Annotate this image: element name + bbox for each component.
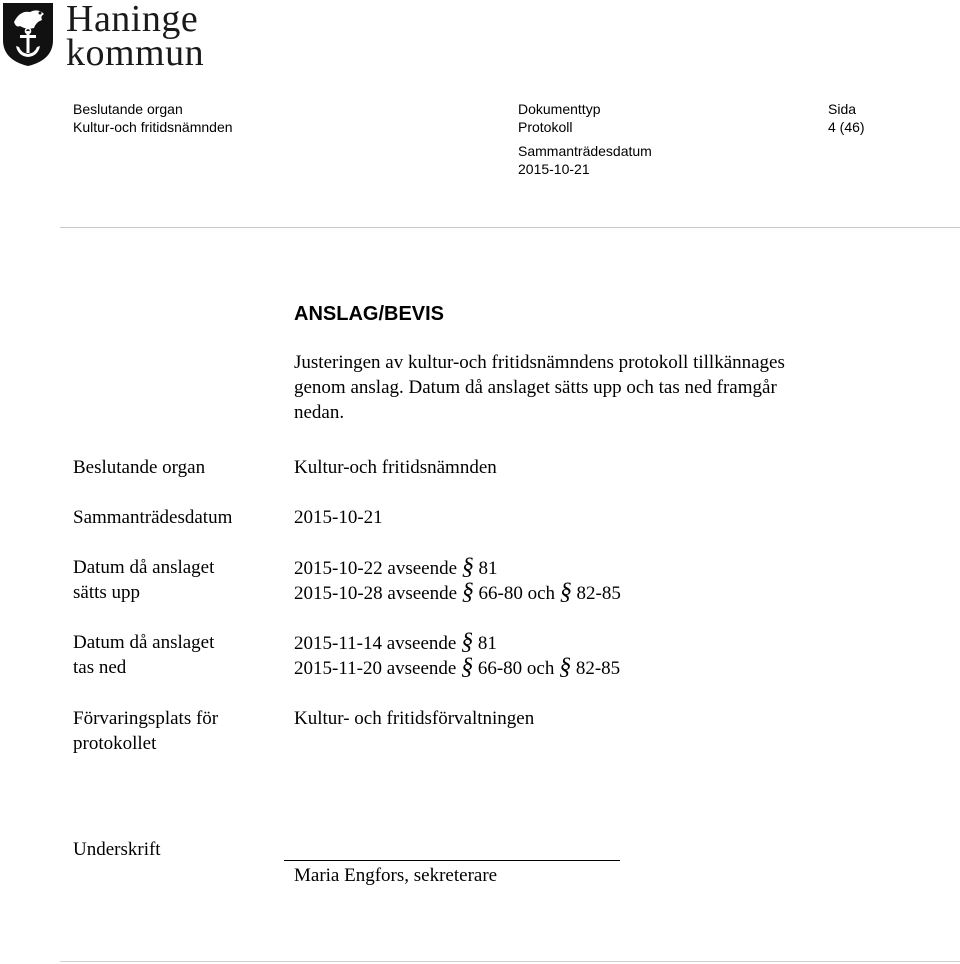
removed-row-2-date: 2015-11-20 avseende [294, 658, 457, 679]
header-body-value: Kultur-och fritidsnämnden [73, 119, 233, 135]
header-doctype-label: Dokumenttyp [518, 101, 601, 117]
posted-row-2 [294, 580, 621, 606]
intro-line-1: Justeringen av kultur-och fritidsnämndens protokoll tillkännages [294, 352, 785, 373]
section-sign-icon: § [461, 654, 474, 680]
field-storage-value: Kultur- och fritidsförvaltningen [294, 708, 535, 729]
section-sign-icon: § [559, 579, 572, 605]
page-title: ANSLAG/BEVIS [294, 303, 445, 325]
posted-row-2-sections: 66-80 och [478, 583, 556, 604]
logo-text-line2: kommun [66, 32, 205, 74]
intro-line-2: genom anslag. Datum då anslaget sätts upp och tas ned framgår [294, 377, 777, 398]
section-sign-icon: § [461, 554, 474, 580]
field-removed-label-2: tas ned [73, 657, 127, 678]
footer-divider [60, 961, 960, 962]
removed-row-1-sections: 81 [477, 633, 497, 654]
header-page-label: Sida [828, 101, 857, 117]
intro-line-3: nedan. [294, 402, 345, 423]
field-meeting-date-value: 2015-10-21 [294, 507, 383, 528]
posted-row-1-sections: 81 [478, 558, 498, 579]
field-posted-label-1: Datum då anslaget [73, 557, 215, 578]
field-storage-label-1: Förvaringsplats för [73, 708, 219, 729]
removed-row-1 [294, 630, 497, 656]
header-body-label: Beslutande organ [73, 101, 183, 117]
posted-row-1 [294, 555, 498, 581]
removed-row-1-date: 2015-11-14 avseende [294, 633, 457, 654]
logo-text-line1: Haninge [66, 0, 199, 40]
removed-row-2-sections-2: 82-85 [575, 658, 621, 679]
header-page-value: 4 (46) [828, 119, 865, 135]
field-body-label: Beslutande organ [73, 457, 206, 478]
signature-label: Underskrift [73, 839, 161, 860]
signature-name: Maria Engfors, sekreterare [294, 865, 498, 886]
header-date-value: 2015-10-21 [518, 161, 590, 177]
removed-row-2-sections: 66-80 och [477, 658, 555, 679]
field-meeting-date-label: Sammanträdesdatum [73, 507, 233, 528]
section-sign-icon: § [461, 579, 474, 605]
section-sign-icon: § [559, 654, 572, 680]
posted-row-2-sections-2: 82-85 [576, 583, 621, 604]
signature-line [284, 860, 620, 861]
posted-row-1-date: 2015-10-22 avseende [294, 558, 458, 579]
removed-row-2 [294, 655, 620, 681]
section-sign-icon: § [461, 629, 474, 655]
header-date-label: Sammanträdesdatum [518, 143, 652, 159]
intro-paragraph [294, 350, 864, 425]
field-posted-label-2: sätts upp [73, 582, 141, 603]
header-divider [60, 227, 960, 228]
field-storage-label-2: protokollet [73, 733, 157, 754]
coat-of-arms-icon [0, 0, 56, 68]
posted-row-2-date: 2015-10-28 avseende [294, 583, 458, 604]
field-removed-label-1: Datum då anslaget [73, 632, 215, 653]
header-doctype-value: Protokoll [518, 119, 573, 135]
field-body-value: Kultur-och fritidsnämnden [294, 457, 497, 478]
